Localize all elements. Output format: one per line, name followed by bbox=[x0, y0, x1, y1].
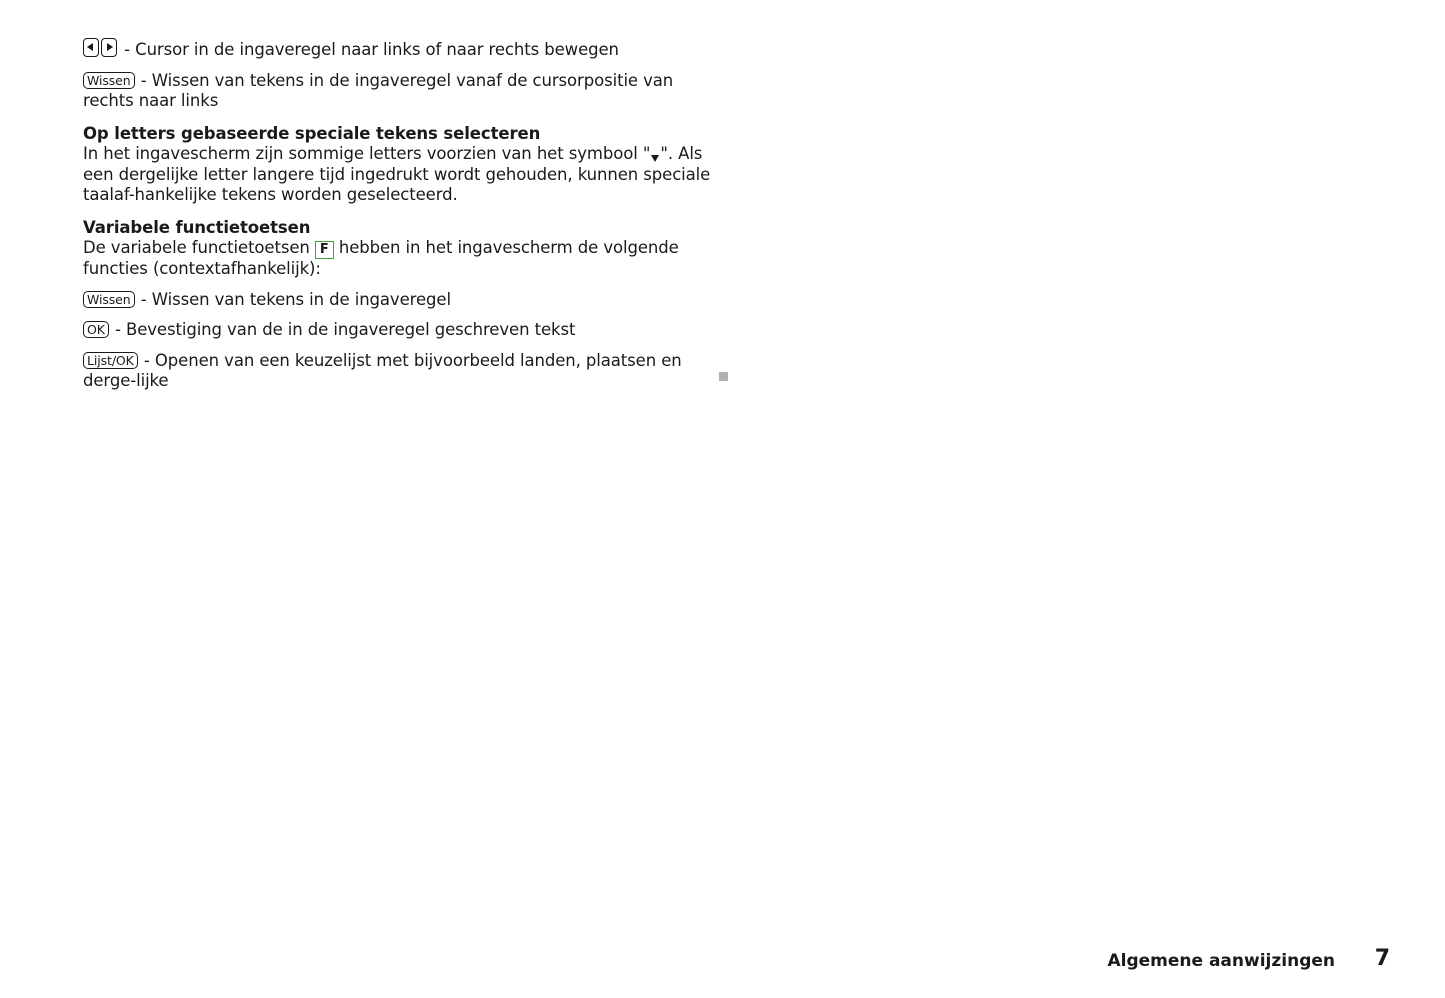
special-chars-heading: Op letters gebaseerde speciale tekens selecteren bbox=[83, 123, 541, 143]
special-text-a: In het ingavescherm zijn sommige letters voorzien van het symbool " bbox=[83, 144, 651, 163]
wissen-key: Wissen bbox=[83, 72, 135, 89]
wissen-text: - Wissen van tekens in de ingaveregel vanaf de cursorpositie van rechts naar links bbox=[83, 70, 674, 110]
function-keys-heading: Variabele functietoetsen bbox=[83, 217, 311, 237]
ok-key: OK bbox=[83, 321, 109, 338]
ok-text: - Bevestiging van de in de ingaveregel geschreven tekst bbox=[109, 320, 576, 339]
f-key: F bbox=[315, 241, 334, 259]
func-text-a: De variabele functietoetsen bbox=[83, 238, 315, 257]
wissen2-paragraph bbox=[83, 290, 723, 311]
special-text-b: ". Als een dergelijke letter langere tijd ingedrukt wordt gehouden, kunnen speciale taalaf-hankelijke tekens worden geselecteerd. bbox=[83, 144, 711, 204]
lijst-text: - Openen van een keuzelijst met bijvoorbeeld landen, plaatsen en derge-lijke bbox=[83, 350, 682, 390]
func-text-b: hebben in het ingavescherm de volgende functies (contextafhankelijk): bbox=[83, 238, 679, 278]
lijst-key: Lijst/OK bbox=[83, 352, 138, 369]
section-end-icon bbox=[719, 372, 728, 381]
wissen2-text: - Wissen van tekens in de ingaveregel bbox=[135, 289, 451, 309]
wissen-paragraph bbox=[83, 71, 723, 112]
lijst-paragraph bbox=[83, 351, 723, 392]
triangle-down-icon bbox=[651, 155, 659, 162]
cursor-text: - Cursor in de ingaveregel naar links of naar rechts bewegen bbox=[119, 40, 619, 59]
arrow-right-key-icon bbox=[101, 38, 117, 57]
arrow-left-key-icon bbox=[83, 38, 99, 57]
wissen2-key: Wissen bbox=[83, 291, 135, 308]
footer-section-title: Algemene aanwijzingen bbox=[1107, 951, 1335, 971]
function-keys-paragraph bbox=[83, 238, 723, 280]
cursor-paragraph bbox=[83, 38, 723, 61]
page-number: 7 bbox=[1374, 946, 1390, 971]
ok-paragraph bbox=[83, 320, 723, 341]
manual-content bbox=[83, 38, 723, 402]
special-chars-paragraph bbox=[83, 144, 723, 206]
